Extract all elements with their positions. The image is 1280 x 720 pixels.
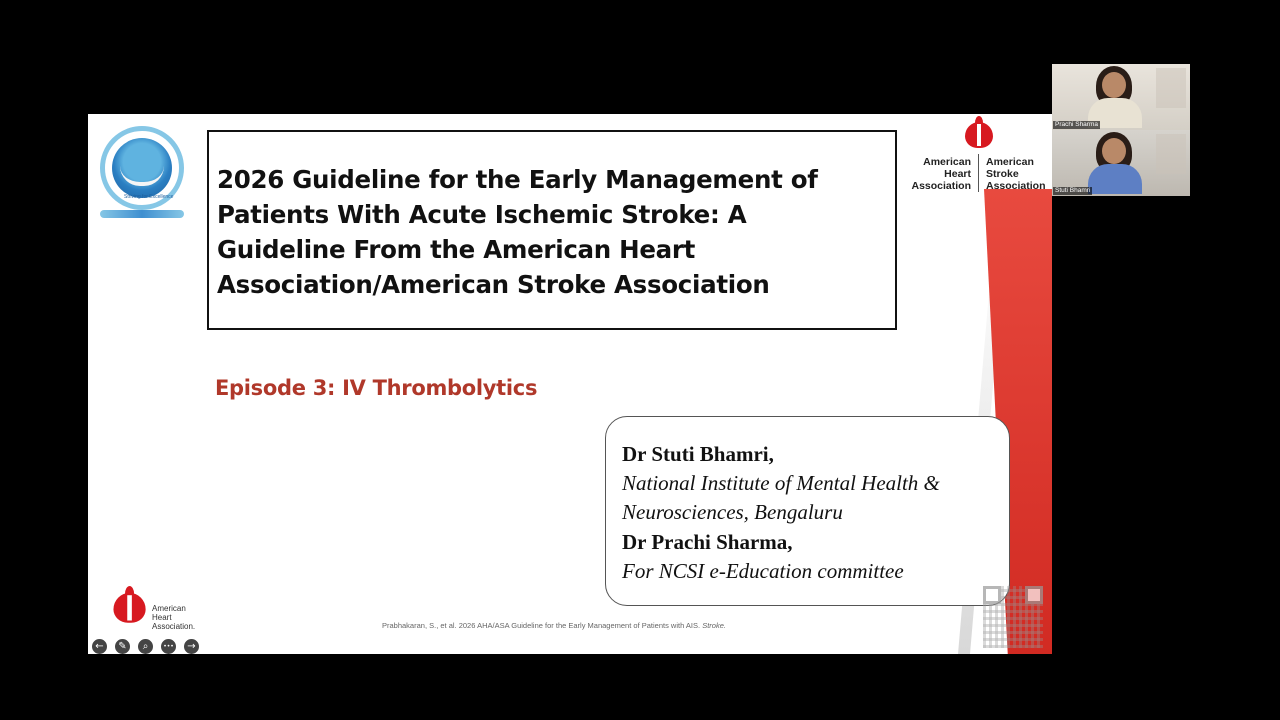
heart-torch-icon — [110, 586, 149, 625]
next-icon[interactable]: → — [184, 639, 199, 654]
slide-toolbar — [92, 638, 199, 654]
aha-wordmark: American Heart Association — [911, 156, 971, 192]
more-icon[interactable]: ••• — [161, 639, 176, 654]
participant-name: Prachi Sharma — [1055, 121, 1098, 128]
ncsi-logo — [96, 124, 188, 220]
slide-title: 2026 Guideline for the Early Management of Patients With Acute Ischemic Stroke: A Guideline From the American Heart Association/American Stroke Association — [217, 165, 818, 299]
heart-torch-icon — [962, 116, 996, 150]
qr-code — [983, 586, 1043, 648]
speaker-name: Dr Prachi Sharma, — [622, 530, 793, 554]
title-box — [207, 130, 897, 330]
presentation-slide — [88, 114, 1052, 654]
pen-icon[interactable]: ✎ — [115, 639, 130, 654]
episode-heading: Episode 3: IV Thrombolytics — [215, 376, 538, 400]
asa-wordmark: American Stroke Association — [986, 156, 1046, 192]
video-tile[interactable] — [1052, 130, 1190, 196]
speakers-box — [605, 416, 1010, 606]
ncsi-tagline: Striving for Excellence — [124, 194, 174, 200]
zoom-icon[interactable]: ⌕ — [138, 639, 153, 654]
participant-video-panel — [1052, 64, 1190, 196]
participant-name: Stuti Bhamri — [1055, 187, 1091, 194]
speaker-affiliation: For NCSI e-Education committee — [622, 559, 904, 583]
speaker-affiliation: National Institute of Mental Health & Neurosciences, Bengaluru — [622, 471, 940, 524]
speaker-name: Dr Stuti Bhamri, — [622, 442, 774, 466]
aha-logo-bottom — [110, 586, 210, 634]
aha-bottom-wordmark: American Heart Association. — [152, 604, 196, 631]
video-tile[interactable] — [1052, 64, 1190, 130]
aha-asa-logo — [908, 116, 1052, 192]
prev-icon[interactable]: ← — [92, 639, 107, 654]
citation: Prabhakaran, S., et al. 2026 AHA/ASA Guideline for the Early Management of Patients with AIS. Stroke. — [382, 621, 726, 630]
